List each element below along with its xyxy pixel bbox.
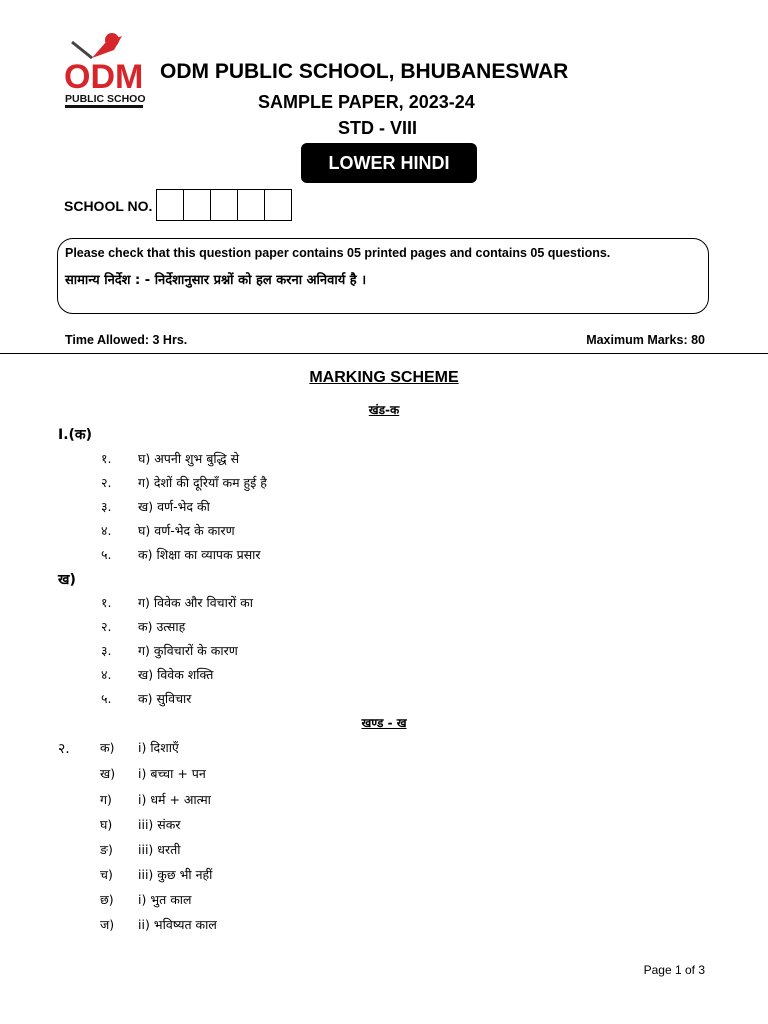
item-letter: ग)	[100, 792, 112, 807]
item-number: ४.	[101, 667, 112, 682]
section-kha-title: खण्ड - ख	[361, 716, 407, 730]
time-allowed: Time Allowed: 3 Hrs.	[65, 333, 188, 347]
school-no-box	[156, 189, 184, 221]
instructions-english: Please check that this question paper contains 05 printed pages and contains 05 questions.	[65, 246, 611, 260]
school-no-box	[264, 189, 292, 221]
item-letter: ज)	[100, 917, 115, 932]
school-no-box	[210, 189, 238, 221]
answer: क) शिक्षा का व्यापक प्रसार	[138, 547, 261, 562]
item-letter: क)	[100, 740, 115, 755]
answer: iii) कुछ भी नहीं	[138, 867, 213, 882]
item-letter: छ)	[100, 892, 114, 907]
item-number: २.	[101, 475, 112, 490]
instructions-hindi: सामान्य निर्देश : - निर्देशानुसार प्रश्नों को हल करना अनिवार्य है ।	[65, 273, 367, 288]
part-b-label: ख)	[58, 572, 76, 588]
item-number: १.	[101, 595, 112, 610]
school-no-label: SCHOOL NO.	[64, 198, 153, 214]
logo-text: ODM	[64, 58, 144, 96]
answer: iii) धरती	[138, 842, 181, 857]
question-1-label: I.(क)	[58, 427, 93, 443]
answer: i) दिशाएँ	[138, 740, 179, 755]
answer: i) भुत काल	[138, 892, 192, 907]
item-letter: च)	[100, 867, 113, 882]
answer: ख) वर्ण-भेद की	[138, 499, 210, 514]
paper-title: SAMPLE PAPER, 2023-24	[258, 92, 475, 112]
answer: क) उत्साह	[138, 619, 186, 634]
divider	[0, 353, 768, 354]
item-number: ४.	[101, 523, 112, 538]
page-number: Page 1 of 3	[643, 963, 705, 977]
std-label: STD - VIII	[338, 118, 418, 138]
item-letter: ङ)	[100, 842, 113, 857]
answer: क) सुविचार	[138, 691, 192, 706]
answer: ग) कुविचारों के कारण	[138, 643, 238, 658]
logo-subtext: PUBLIC SCHOOL	[65, 93, 146, 105]
item-number: २.	[101, 619, 112, 634]
item-letter: घ)	[100, 817, 113, 832]
answer: ख) विवेक शक्ति	[138, 667, 214, 682]
school-logo	[62, 30, 146, 112]
school-no-box	[183, 189, 211, 221]
question-2-number: २.	[58, 741, 70, 757]
item-number: ३.	[101, 499, 112, 514]
item-number: १.	[101, 451, 112, 466]
section-ka-title: खंड-क	[368, 403, 400, 417]
answer: i) धर्म + आत्मा	[138, 792, 211, 807]
answer: iii) संकर	[138, 817, 181, 832]
item-number: ५.	[101, 691, 112, 706]
answer: ii) भविष्यत काल	[138, 917, 217, 932]
item-letter: ख)	[100, 766, 116, 781]
item-number: ३.	[101, 643, 112, 658]
school-name: ODM PUBLIC SCHOOL, BHUBANESWAR	[160, 60, 569, 83]
maximum-marks: Maximum Marks: 80	[586, 333, 705, 347]
answer: i) बच्चा + पन	[138, 766, 206, 781]
answer: घ) वर्ण-भेद के कारण	[138, 523, 235, 538]
answer: ग) विवेक और विचारों का	[138, 595, 253, 610]
answer: घ) अपनी शुभ बुद्धि से	[138, 451, 240, 466]
school-no-box	[237, 189, 265, 221]
marking-scheme-title: MARKING SCHEME	[309, 369, 459, 386]
item-number: ५.	[101, 547, 112, 562]
subject-badge: LOWER HINDI	[301, 143, 477, 183]
answer: ग) देशों की दूरियाँ कम हुई है	[138, 475, 267, 490]
school-no-boxes	[157, 189, 292, 221]
